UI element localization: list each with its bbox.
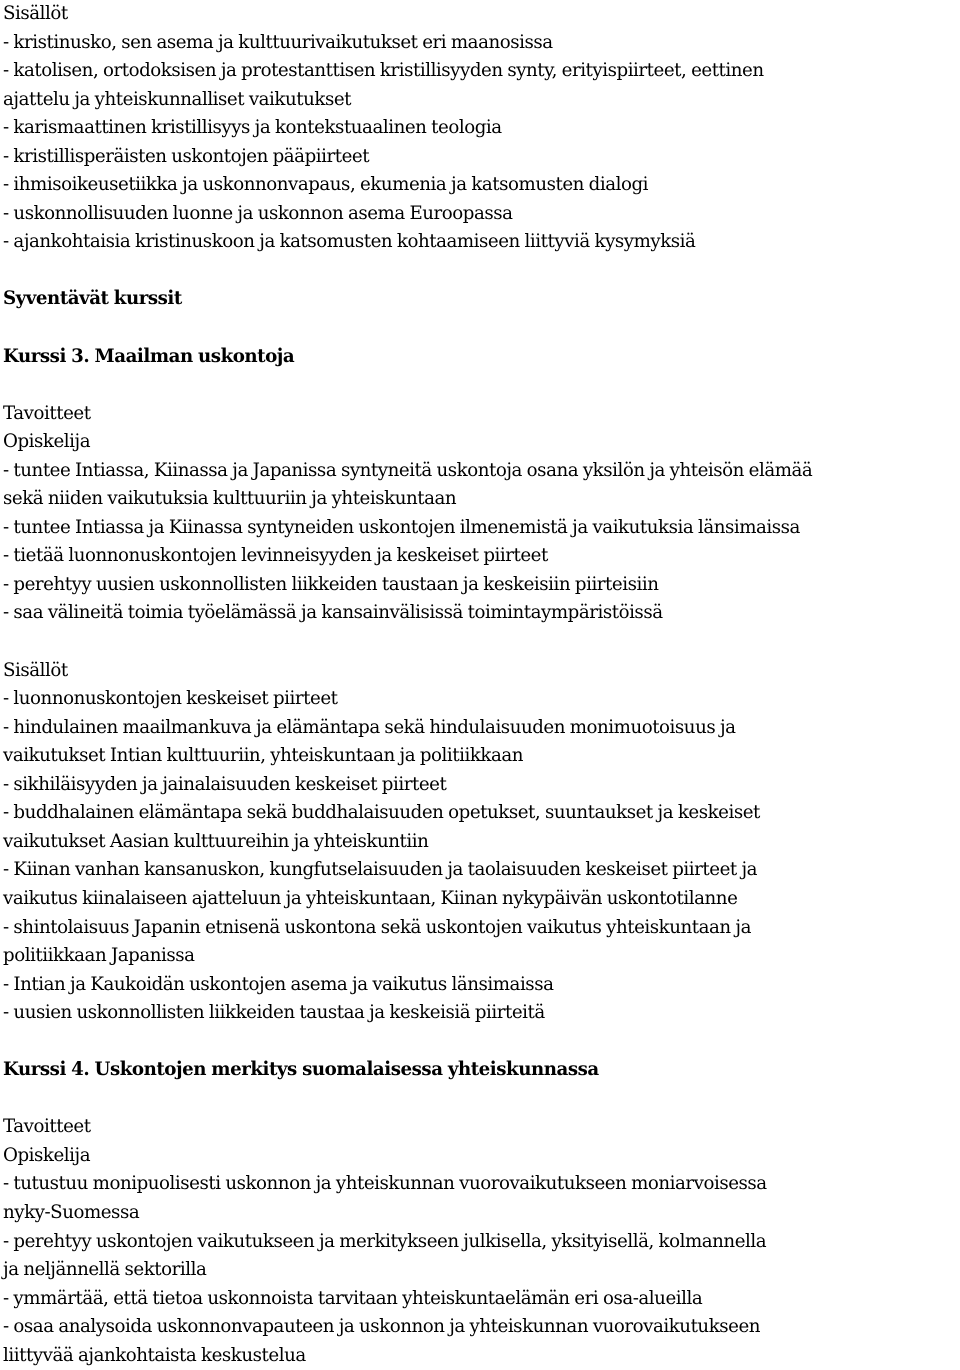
list-item: vaikutukset Intian kulttuuriin, yhteiskuntaan ja politiikkaan — [3, 745, 524, 767]
student-label: Opiskelija — [3, 1144, 91, 1166]
list-item: - tuntee Intiassa ja Kiinassa syntyneiden uskontojen ilmenemistä ja vaikutuksia länsimaissa — [3, 516, 800, 538]
list-item: ja neljännellä sektorilla — [3, 1259, 207, 1281]
list-item: - perehtyy uusien uskonnollisten liikkeiden taustaan ja keskeisiin piirteisiin — [3, 573, 659, 595]
list-item: - kristillisperäisten uskontojen pääpiirteet — [3, 145, 370, 167]
list-item: - tutustuu monipuolisesti uskonnon ja yhteiskunnan vuorovaikutukseen moniarvoisessa — [3, 1173, 767, 1195]
list-item: - buddhalainen elämäntapa sekä buddhalaisuuden opetukset, suuntaukset ja keskeiset — [3, 802, 760, 824]
advanced-courses-heading: Syventävät kurssit — [3, 288, 182, 310]
list-item: ajattelu ja yhteiskunnalliset vaikutukset — [3, 88, 352, 110]
list-item: - tietää luonnonuskontojen levinneisyyden ja keskeiset piirteet — [3, 545, 548, 567]
list-item: - ymmärtää, että tietoa uskonnoista tarvitaan yhteiskuntaelämän eri osa-alueilla — [3, 1287, 703, 1309]
list-item: nyky-Suomessa — [3, 1201, 140, 1223]
spacer — [3, 628, 958, 657]
list-item: - hindulainen maailmankuva ja elämäntapa sekä hindulaisuuden monimuotoisuus ja — [3, 716, 736, 738]
contents-heading: Sisällöt — [3, 659, 68, 681]
spacer — [3, 257, 958, 286]
course-4-title: Kurssi 4. Uskontojen merkitys suomalaisessa yhteiskunnassa — [3, 1059, 599, 1081]
document-page — [3, 0, 958, 1370]
list-item: politiikkaan Japanissa — [3, 945, 195, 967]
list-item: vaikutukset Aasian kulttuureihin ja yhteiskuntiin — [3, 830, 429, 852]
list-item: - uusien uskonnollisten liikkeiden taustaa ja keskeisiä piirteitä — [3, 1002, 545, 1024]
list-item: - ihmisoikeusetiikka ja uskonnonvapaus, ekumenia ja katsomusten dialogi — [3, 174, 649, 196]
list-item: - sikhiläisyyden ja jainalaisuuden keskeiset piirteet — [3, 773, 447, 795]
list-item: liittyvää ajankohtaista keskustelua — [3, 1344, 306, 1366]
list-item: - shintolaisuus Japanin etnisenä uskontona sekä uskontojen vaikutus yhteiskuntaan ja — [3, 916, 751, 938]
spacer — [3, 371, 958, 400]
spacer — [3, 314, 958, 343]
goals-heading: Tavoitteet — [3, 1116, 91, 1138]
section-heading-contents: Sisällöt — [3, 3, 68, 24]
goals-heading: Tavoitteet — [3, 402, 91, 424]
student-label: Opiskelija — [3, 431, 91, 453]
list-item: vaikutus kiinalaiseen ajatteluun ja yhteiskuntaan, Kiinan nykypäivän uskontotilanne — [3, 887, 738, 909]
list-item: - katolisen, ortodoksisen ja protestanttisen kristillisyyden synty, erityispiirteet, eettinen — [3, 60, 764, 82]
list-item: - Kiinan vanhan kansanuskon, kungfutselaisuuden ja taolaisuuden keskeiset piirteet ja — [3, 859, 758, 881]
course-3-title: Kurssi 3. Maailman uskontoja — [3, 345, 295, 367]
list-item: - tuntee Intiassa, Kiinassa ja Japanissa syntyneitä uskontoja osana yksilön ja yhteisön elämää — [3, 459, 813, 481]
spacer — [3, 1028, 958, 1057]
list-item: - perehtyy uskontojen vaikutukseen ja merkitykseen julkisella, yksityisellä, kolmannella — [3, 1230, 767, 1252]
list-item: - Intian ja Kaukoidän uskontojen asema ja vaikutus länsimaissa — [3, 973, 554, 995]
list-item: - uskonnollisuuden luonne ja uskonnon asema Euroopassa — [3, 202, 513, 224]
list-item: - kristinusko, sen asema ja kulttuurivaikutukset eri maanosissa — [3, 31, 553, 53]
list-item: - osaa analysoida uskonnonvapauteen ja uskonnon ja yhteiskunnan vuorovaikutukseen — [3, 1316, 761, 1338]
list-item: sekä niiden vaikutuksia kulttuuriin ja yhteiskuntaan — [3, 488, 457, 510]
list-item: - luonnonuskontojen keskeiset piirteet — [3, 688, 338, 710]
spacer — [3, 1085, 958, 1114]
list-item: - karismaattinen kristillisyys ja kontekstuaalinen teologia — [3, 117, 502, 139]
list-item: - saa välineitä toimia työelämässä ja kansainvälisissä toimintaympäristöissä — [3, 602, 663, 624]
list-item: - ajankohtaisia kristinuskoon ja katsomusten kohtaamiseen liittyviä kysymyksiä — [3, 231, 696, 253]
